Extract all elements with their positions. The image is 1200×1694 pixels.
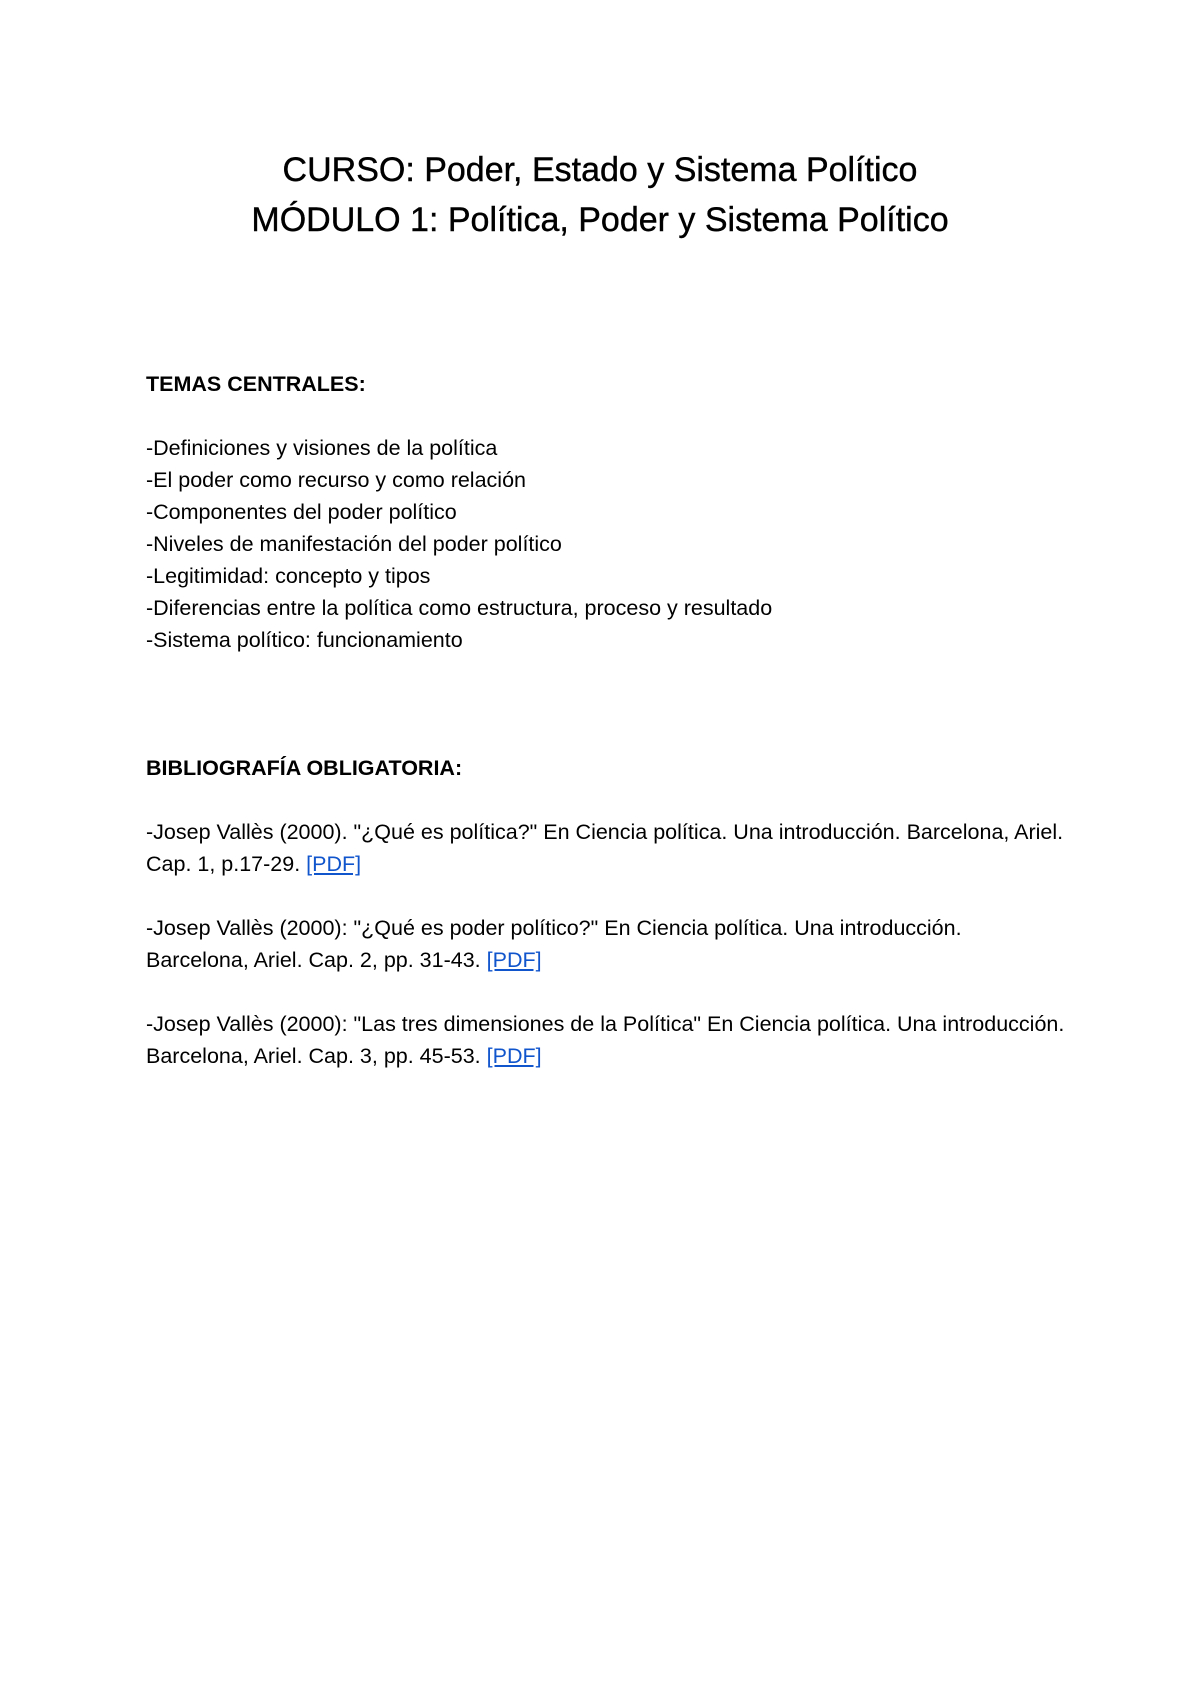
- bibliography-heading: BIBLIOGRAFÍA OBLIGATORIA:: [146, 756, 463, 780]
- topics-list: [146, 432, 1066, 656]
- pdf-link[interactable]: [PDF]: [486, 1044, 542, 1068]
- topic-item: -Diferencias entre la política como estructura, proceso y resultado: [146, 596, 773, 620]
- reference-text: -Josep Vallès (2000): "¿Qué es poder político?" En Ciencia política. Una introducción. Barcelona, Ariel. Cap. 2, pp. 31-43.: [146, 916, 962, 972]
- topics-heading: TEMAS CENTRALES:: [146, 372, 366, 396]
- course-title: CURSO: Poder, Estado y Sistema Político: [282, 151, 918, 189]
- topic-item: -Sistema político: funcionamiento: [146, 628, 463, 652]
- topic-item: -Legitimidad: concepto y tipos: [146, 564, 431, 588]
- topic-item: -Niveles de manifestación del poder político: [146, 532, 562, 556]
- topic-item: -El poder como recurso y como relación: [146, 468, 526, 492]
- reference-text: -Josep Vallès (2000). "¿Qué es política?" En Ciencia política. Una introducción. Barcelona, Ariel. Cap. 1, p.17-29.: [146, 820, 1064, 876]
- topic-item: -Definiciones y visiones de la política: [146, 436, 498, 460]
- bibliography-item: [146, 912, 1066, 976]
- bibliography-list: [146, 816, 1066, 1072]
- document-body: [146, 368, 1066, 1104]
- bibliography-item: [146, 816, 1066, 880]
- module-title: MÓDULO 1: Política, Poder y Sistema Político: [251, 201, 949, 239]
- reference-text: -Josep Vallès (2000): "Las tres dimensiones de la Política" En Ciencia política. Una introducción. Barcelona, Ariel. Cap. 3, pp. 45-53.: [146, 1012, 1065, 1068]
- topic-item: -Componentes del poder político: [146, 500, 457, 524]
- bibliography-item: [146, 1008, 1066, 1072]
- pdf-link[interactable]: [PDF]: [486, 948, 542, 972]
- title-block: [0, 145, 1200, 245]
- pdf-link[interactable]: [PDF]: [306, 852, 362, 876]
